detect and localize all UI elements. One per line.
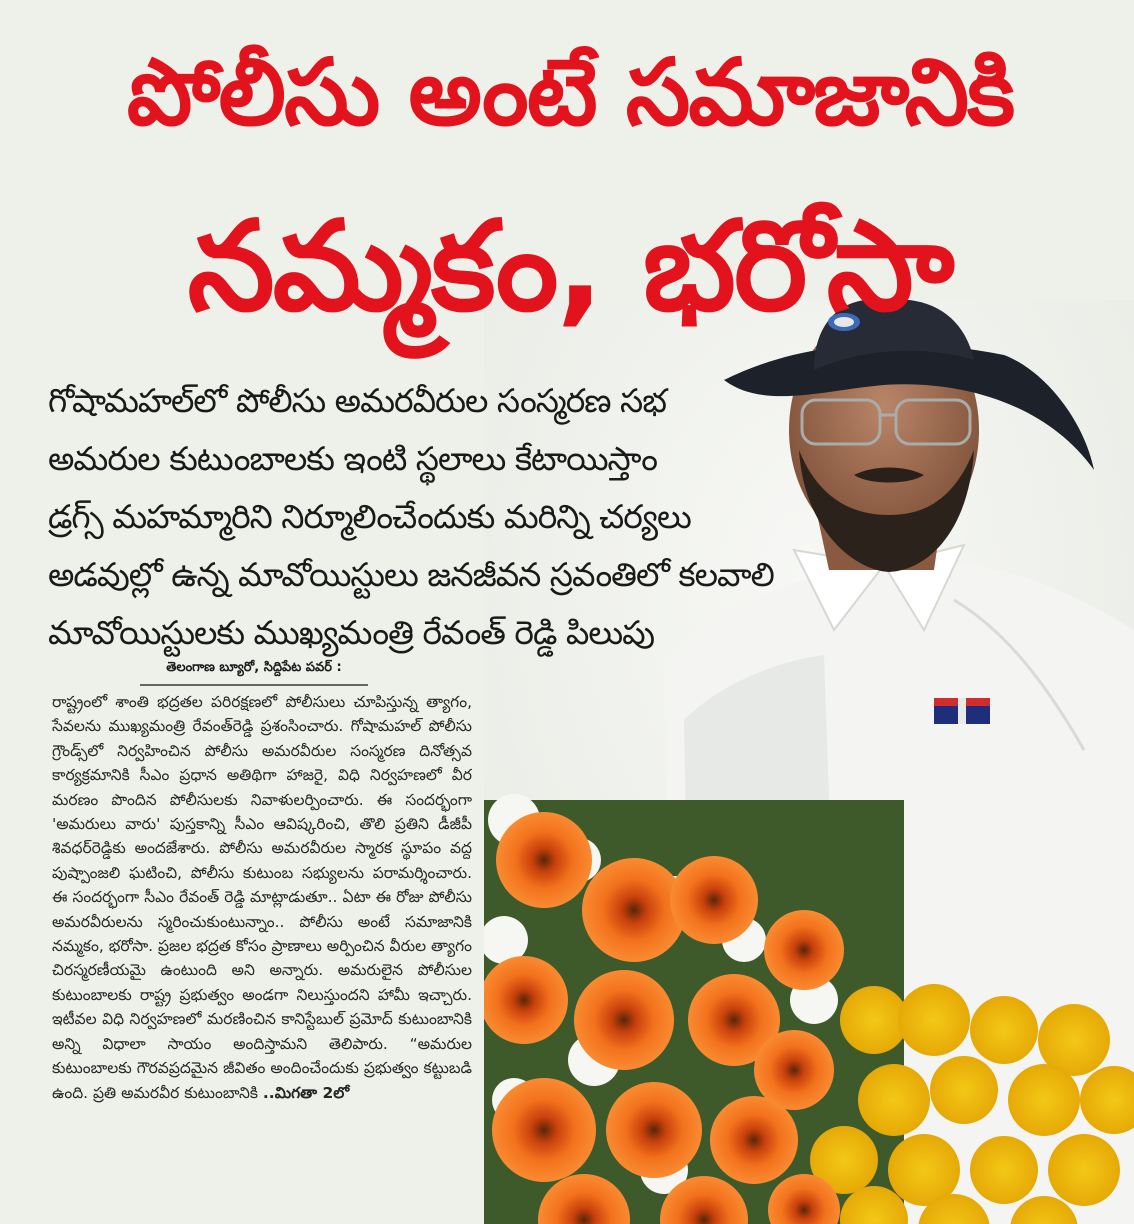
headline-line-1: పోలీసు అంటే సమాజానికి xyxy=(126,39,1014,146)
subheads xyxy=(48,372,808,662)
byline: తెలంగాణ బ్యూరో, సిద్దిపేట పవర్ : xyxy=(140,660,368,686)
continued-note: ..మిగతా 2లో xyxy=(262,1083,350,1102)
subhead-4 xyxy=(48,546,808,604)
subhead-5 xyxy=(48,604,808,662)
article-body-text: రాష్ట్రంలో శాంతి భద్రతల పరిరక్షణలో పోలీసులు చూపిస్తున్న త్యాగం, సేవలను ముఖ్యమంత్రి రేవంత్‌రెడ్డి ప్రశంసించారు. గోషామహల్ పోలీసు గ్రౌండ్స్‌లో నిర్వహించిన పోలీసు అమరవీరుల సంస్మరణ దినోత్సవ కార్యక్రమానికి సీఎం ప్రధాన అతిథిగా హాజరై, విధి నిర్వహణలో వీర మరణం పొందిన పోలీసులకు నివాళులర్పించారు. ఈ సందర్భంగా 'అమరులు వారు' పుస్తకాన్ని సీఎం ఆవిష్కరించి, తొలి ప్రతిని డీజీపీ శివధర్‌రెడ్డికు అందజేశారు. పోలీసు అమరవీరుల స్మారక స్థూపం వద్ద పుష్పాంజలి ఘటించి, పోలీసు కుటుంబ సభ్యులను పరామర్శించారు. ఈ సందర్భంగా సీఎం రేవంత్ రెడ్డి మాట్లాడుతూ.. ఏటా ఈ రోజు పోలీసు అమరవీరులను స్మరించుకుంటున్నాం.. పోలీసు అంటే సమాజానికి నమ్మకం, భరోసా. ప్రజల భద్రత కోసం ప్రాణాలు అర్పించిన వీరుల త్యాగం చిరస్మరణీయమై ఉంటుంది అని అన్నారు. అమరులైన పోలీసుల కుటుంబాలకు రాష్ట్ర ప్రభుత్వం అండగా నిలుస్తుందని హామీ ఇచ్చారు. ఇటీవల విధి నిర్వహణలో మరణించిన కానిస్టేబుల్ ప్రమోద్ కుటుంబానికి అన్ని విధాలా సాయం అందిస్తామని తెలిపారు. “అమరుల కుటుంబాలకు గౌరవప్రదమైన జీవితం అందించేందుకు ప్రభుత్వం కట్టుబడి ఉంది. ప్రతి అమరవీర కుటుంబానికి xyxy=(52,693,472,1102)
subhead-text: మావోయిస్టులకు ముఖ్యమంత్రి రేవంత్ రెడ్డి పిలుపు xyxy=(48,613,655,652)
subhead-1 xyxy=(48,372,808,430)
headline-line-2: నమ్మకం, భరోసా xyxy=(187,195,953,339)
subhead-text: అమరుల కుటుంబాలకు ఇంటి స్థలాలు కేటాయిస్తాం xyxy=(48,439,657,478)
article-body xyxy=(52,690,472,1105)
subhead-text: గోషామహల్‌లో పోలీసు అమరవీరుల సంస్మరణ సభ xyxy=(48,381,666,420)
subhead-text: డ్రగ్స్ మహమ్మారిని నిర్మూలించేందుకు మరిన్ని చర్యలు xyxy=(48,497,691,536)
subhead-text: అడవుల్లో ఉన్న మావోయిస్టులు జనజీవన స్రవంతిలో కలవాలి xyxy=(48,555,774,594)
subhead-3 xyxy=(48,488,808,546)
subhead-2 xyxy=(48,430,808,488)
